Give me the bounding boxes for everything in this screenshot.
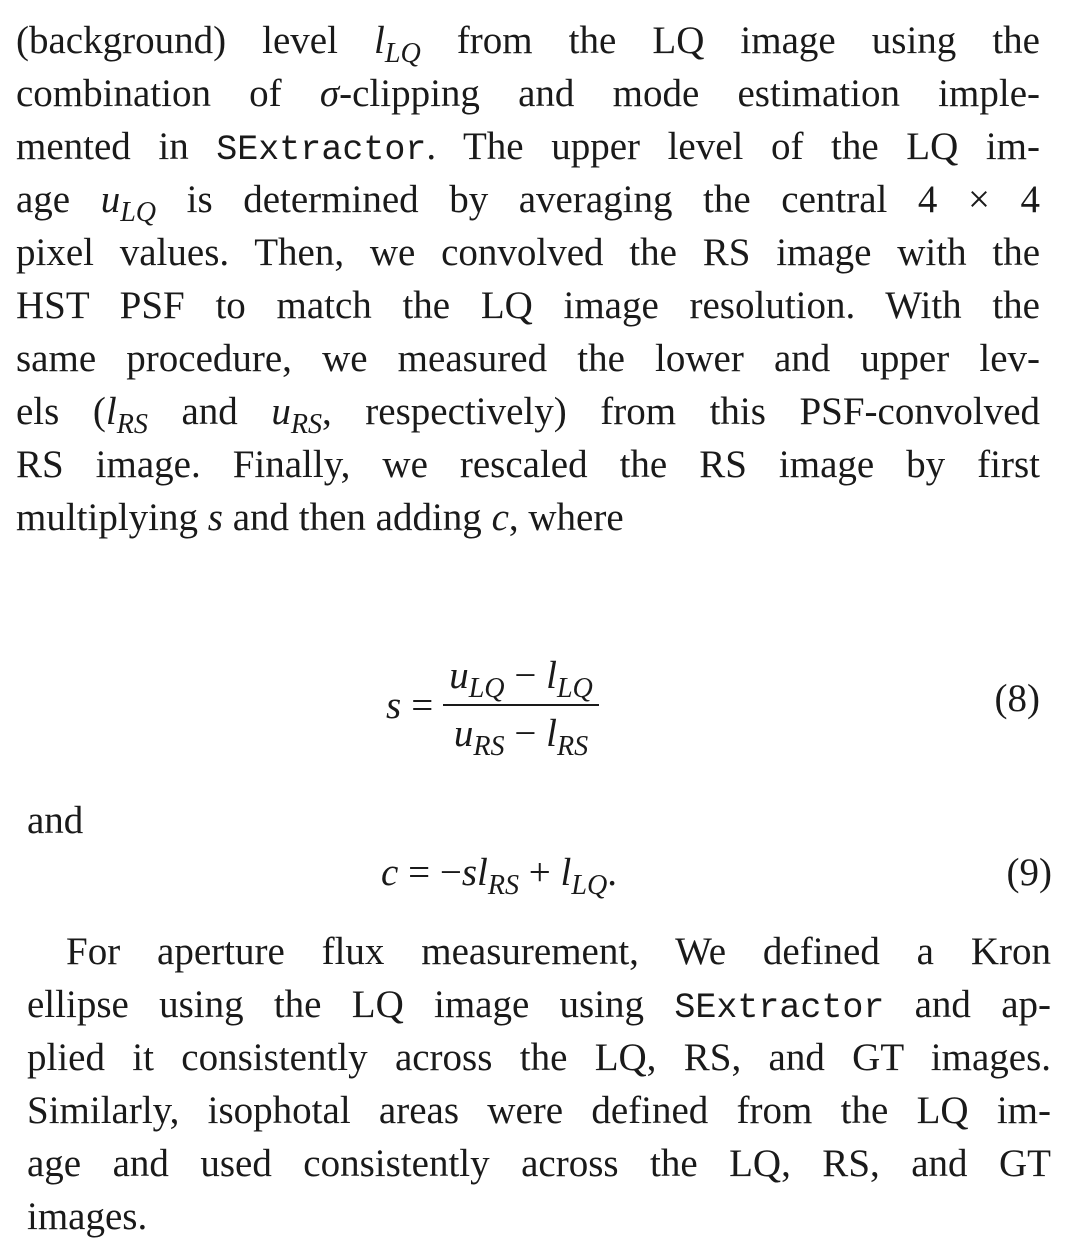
text-span: is determined by averaging the central 4 × 4 (156, 178, 1041, 221)
text-span: combination of (16, 72, 320, 115)
paragraph-aperture-flux (27, 925, 1051, 1243)
math-c: c (491, 496, 509, 539)
text-line: age and used consistently across the LQ, RS, and GT (27, 1142, 1051, 1185)
eq8-equals: = (411, 683, 434, 727)
text-line: plied it consistently across the LQ, RS, and GT images. (27, 1036, 1051, 1079)
code-sextractor: SExtractor (216, 130, 427, 170)
connective-text: and (27, 799, 84, 842)
math-s: s (207, 496, 223, 539)
equation-9: $c = -sl_{RS} + l_{LQ}$. (381, 851, 618, 901)
text-line: pixel values. Then, we convolved the RS image with the (16, 231, 1040, 274)
text-line (27, 978, 1051, 1031)
text-span: -clipping and mode estimation imple- (339, 72, 1040, 115)
equation-8 (386, 650, 599, 760)
text-span: (background) level (16, 19, 374, 62)
eq8-fraction (443, 654, 599, 762)
text-line (16, 120, 1040, 173)
text-line: same procedure, we measured the lower and upper lev- (16, 337, 1040, 380)
math-sigma: σ (319, 72, 340, 115)
text-line (16, 491, 1040, 544)
text-span: , where (508, 496, 624, 539)
text-span: mented in (16, 125, 217, 168)
text-span: . The upper level of the LQ im- (426, 125, 1040, 168)
eq8-denominator: $u_{RS} - l_{RS}$ (453, 712, 589, 762)
text-line (16, 385, 1040, 438)
math-u-LQ: $u_{LQ}$ (100, 178, 157, 228)
text-line (16, 67, 1040, 120)
text-span: multiplying (16, 496, 208, 539)
equation-number-8: (8) (994, 677, 1040, 720)
paragraph-rescaling (16, 14, 1040, 544)
text-line: HST PSF to match the LQ image resolution. With the (16, 284, 1040, 327)
math-l-LQ: $l_{LQ}$ (374, 19, 421, 69)
text-span: age (16, 178, 101, 221)
equation-number-9: (9) (1006, 851, 1052, 894)
text-span: , respectively) from this PSF-convolved (322, 390, 1041, 433)
text-line (16, 173, 1040, 226)
eq8-lhs: s (386, 683, 402, 727)
text-line: For aperture flux measurement, We defined a Kron (66, 930, 1051, 973)
eq8-numerator: $u_{LQ} - l_{LQ}$ (449, 654, 593, 704)
text-span: ellipse using the LQ image using (27, 983, 675, 1026)
text-line: images. (27, 1195, 148, 1238)
math-l-RS: $l_{RS}$ (105, 390, 148, 440)
text-span: and (147, 390, 272, 433)
code-sextractor: SExtractor (674, 988, 885, 1028)
text-line: RS image. Finally, we rescaled the RS image by first (16, 443, 1040, 486)
text-span: and ap- (884, 983, 1051, 1026)
math-u-RS: $u_{RS}$ (271, 390, 323, 440)
text-span: from the LQ image using the (420, 19, 1040, 62)
text-span: els ( (16, 390, 106, 433)
text-line: Similarly, isophotal areas were defined from the LQ im- (27, 1089, 1051, 1132)
text-span: and then adding (222, 496, 492, 539)
text-line (16, 14, 1040, 67)
